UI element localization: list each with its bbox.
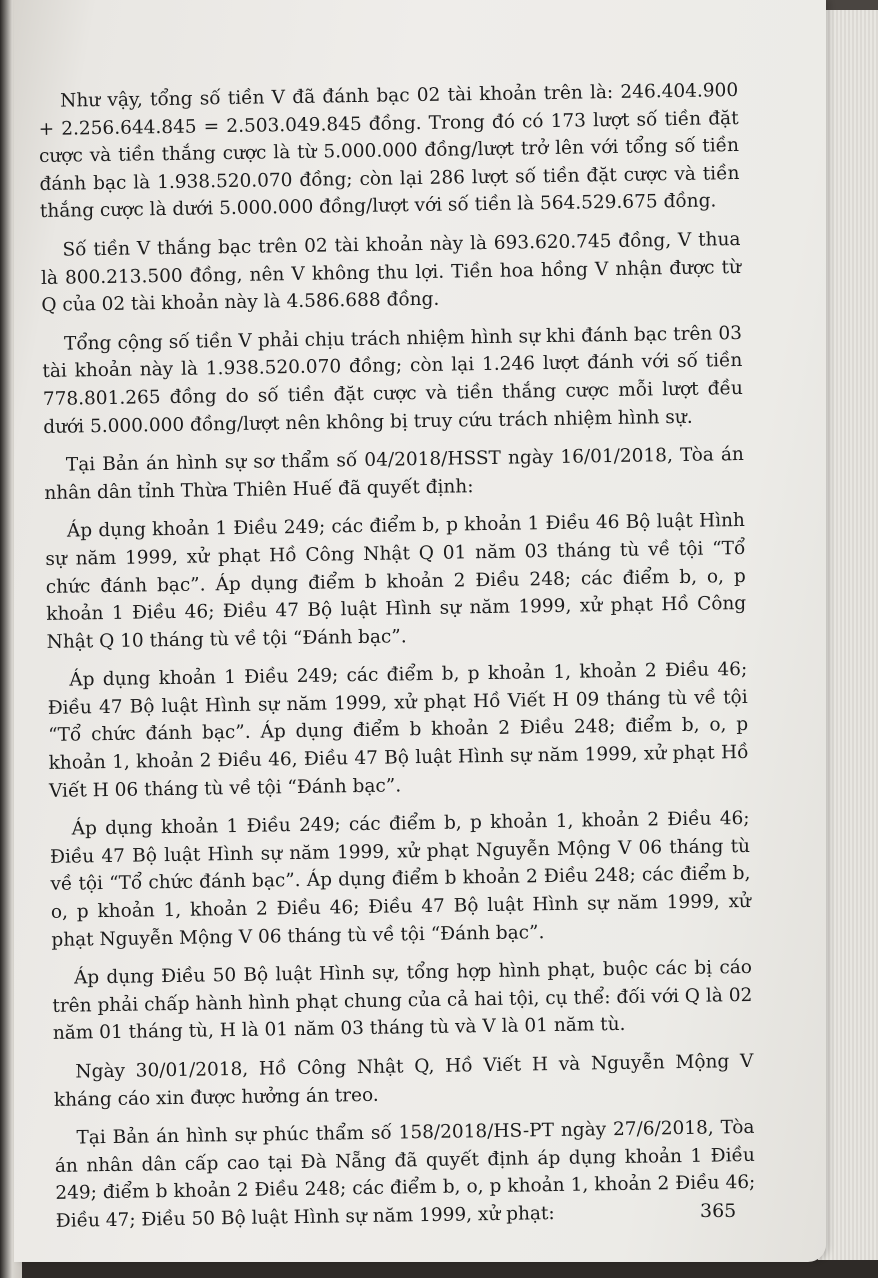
book-page (14, 0, 826, 1262)
paragraph: Tại Bản án hình sự sơ thẩm số 04/2018/HSST ngày 16/01/2018, Tòa án nhân dân tỉnh Thừa Thiên Huế đã quyết định: (44, 444, 745, 504)
paragraph: Số tiền V thắng bạc trên 02 tài khoản này là 693.620.745 đồng, V thua là 800.213.500 đồng, nên V không thu lợi. Tiền hoa hồng V nhận được từ Q của 02 tài khoản này là 4.586.688 đồng. (40, 228, 742, 317)
paragraph: Như vậy, tổng số tiền V đã đánh bạc 02 tài khoản trên là: 246.404.900 + 2.256.644.845 = 2.503.049.845 đồng. Trong đó có 173 lượt số tiền đặt cược và tiền thắng cược là từ 5.000.000 đồng/lượt trở lên với tổng số tiền đánh bạc là 1.938.520.070 đồng; còn lại 286 lượt số tiền đặt cược và tiền thắng cược là dưới 5.000.000 đồng/lượt với số tiền là 564.529.675 đồng. (38, 80, 740, 223)
paragraph: Ngày 30/01/2018, Hồ Công Nhật Q, Hồ Viết H và Nguyễn Mộng V kháng cáo xin được hưởng án treo. (53, 1050, 754, 1111)
paragraph: Áp dụng khoản 1 Điều 249; các điểm b, p khoản 1, khoản 2 Điều 46; Điều 47 Bộ luật Hình sự năm 1999, xử phạt Hồ Viết H 09 tháng tù về tội “Tổ chức đánh bạc”. Áp dụng điểm b khoản 2 Điều 248; điểm b, o, p khoản 1, khoản 2 Điều 46, Điều 47 Bộ luật Hình sự năm 1999, xử phạt Hồ Viết H 06 tháng tù về tội “Đánh bạc”. (47, 659, 749, 802)
paragraph: Áp dụng Điều 50 Bộ luật Hình sự, tổng hợp hình phạt, buộc các bị cáo trên phải chấp hành hình phạt chung của cả hai tội, cụ thể: đối với Q là 02 năm 01 tháng tù, H là 01 năm 03 tháng tù và V là 01 năm tù. (52, 957, 753, 1045)
body-text (38, 77, 756, 1246)
page-stack-edge (818, 10, 878, 1260)
page-number: 365 (700, 1200, 737, 1222)
paragraph: Tại Bản án hình sự phúc thẩm số 158/2018/HS-PT ngày 27/6/2018, Tòa án nhân dân cấp cao tại Đà Nẵng đã quyết định áp dụng khoản 1 Điều 249; điểm b khoản 2 Điều 248; các điểm b, o, p khoản 1, khoản 2 Điều 46; Điều 47; Điều 50 Bộ luật Hình sự năm 1999, xử phạt: (54, 1117, 756, 1232)
paragraph: Áp dụng khoản 1 Điều 249; các điểm b, p khoản 1 Điều 46 Bộ luật Hình sự năm 1999, xử phạt Hồ Công Nhật Q 01 năm 03 tháng tù về tội “Tổ chức đánh bạc”. Áp dụng điểm b khoản 2 Điều 248; các điểm b, o, p khoản 1 Điều 46; Điều 47 Bộ luật Hình sự năm 1999, xử phạt Hồ Công Nhật Q 10 tháng tù về tội “Đánh bạc”. (45, 510, 747, 653)
paragraph: Áp dụng khoản 1 Điều 249; các điểm b, p khoản 1, khoản 2 Điều 46; Điều 47 Bộ luật Hình sự năm 1999, xử phạt Nguyễn Mộng V 06 tháng tù về tội “Tổ chức đánh bạc”. Áp dụng điểm b khoản 2 Điều 248; các điểm b, o, p khoản 1, khoản 2 Điều 46; Điều 47 Bộ luật Hình sự năm 1999, xử phạt Nguyễn Mộng V 06 tháng tù về tội “Đánh bạc”. (49, 808, 752, 951)
paragraph: Tổng cộng số tiền V phải chịu trách nhiệm hình sự khi đánh bạc trên 03 tài khoản này là 1.938.520.070 đồng; còn lại 1.246 lượt đánh với số tiền 778.801.265 đồng do số tiền đặt cược và tiền thắng cược mỗi lượt đều dưới 5.000.000 đồng/lượt nên không bị truy cứu trách nhiệm hình sự. (42, 322, 743, 438)
